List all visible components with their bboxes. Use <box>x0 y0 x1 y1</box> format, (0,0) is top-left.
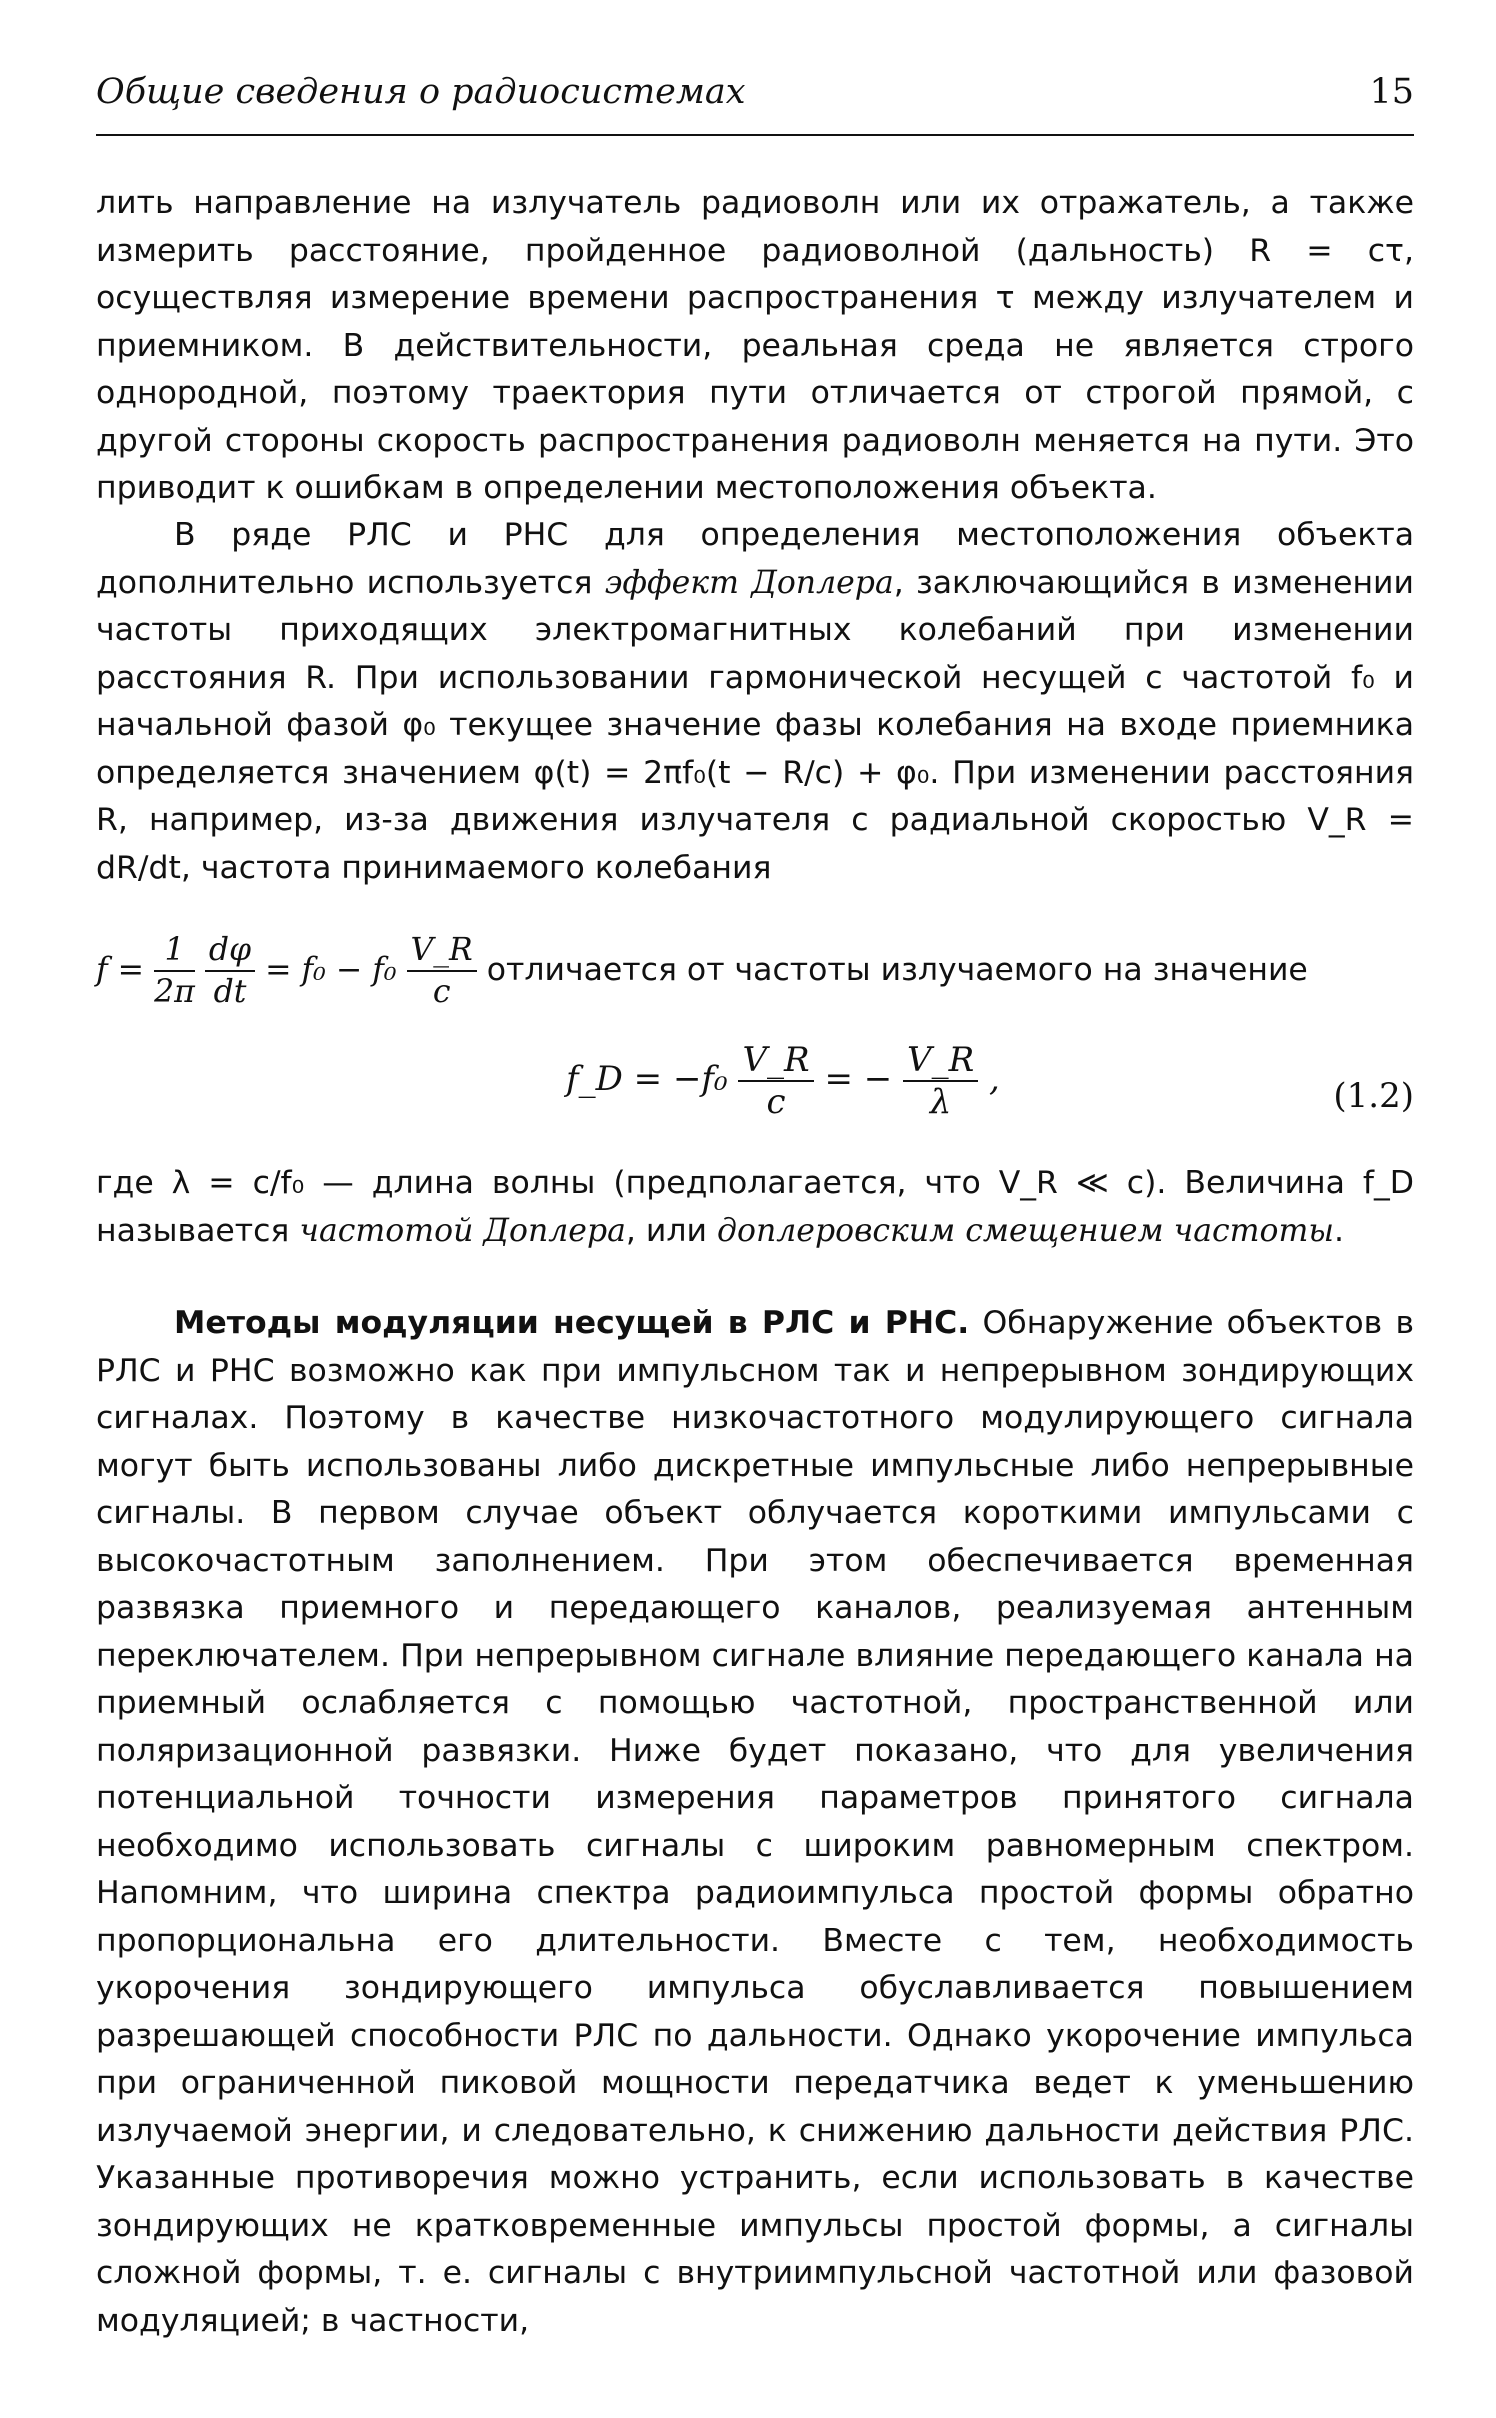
equation-1-2 <box>96 1040 1414 1150</box>
fraction-numerator: 1 <box>154 930 195 972</box>
equation-comma: , <box>989 1059 1000 1099</box>
page-number: 15 <box>1369 72 1414 112</box>
paragraph-1-text: лить направление на излучатель радиоволн или их отражатель, а также измерить расстояние, пройденное радиоволной (дальность) R = cτ, осуществляя измерение времени распространения τ между излучателем и приемником. В действительности, реальная среда не является строго однородной, поэтому траектория пути отличается от строгой прямой, с другой стороны скорость распространения радиоволн меняется на пути. Это приводит к ошибкам в определении местоположения объекта. <box>96 185 1414 506</box>
equation-middle: = − <box>824 1059 893 1099</box>
paragraph-2 <box>96 512 1414 892</box>
paragraph-1 <box>96 180 1414 513</box>
paragraph-2-part2: , заключающийся в изменении частоты приходящих электромагнитных колебаний при изменении расстояния R. При использовании гармонической несущей с частотой f₀ и начальной фазой φ₀ текущее значение фазы колебания на входе приемника определяется значением φ(t) = 2πf₀(t − R/c) + φ₀. При изменении расстояния R, например, из-за движения излучателя с радиальной скоростью V_R = dR/dt, частота принимаемого колебания <box>96 564 1415 886</box>
paragraph-3 <box>96 1160 1414 1255</box>
fraction-denominator: 2π <box>154 974 195 1010</box>
fraction-vr-over-c <box>407 930 477 1012</box>
fraction-dphi-dt <box>205 930 255 1012</box>
fraction-denominator: λ <box>929 1082 952 1122</box>
paragraph-4 <box>96 1300 1414 2345</box>
equation-lhs: f_D = −f₀ <box>566 1059 728 1099</box>
equation-body <box>566 1040 1000 1122</box>
fraction-vr-over-c <box>738 1040 813 1122</box>
paragraph-2-part1: В ряде РЛС и РНС для определения местоположения объекта дополнительно используется <box>96 517 1414 601</box>
fraction-denominator: dt <box>213 974 247 1010</box>
fraction-denominator: c <box>432 974 451 1010</box>
doppler-effect-term: эффект Доплера <box>604 564 894 601</box>
equation-number: (1.2) <box>1333 1076 1414 1116</box>
fraction-numerator: V_R <box>738 1040 813 1082</box>
formula-middle: = f₀ − f₀ <box>265 952 397 988</box>
paragraph-4-body: Обнаружение объектов в РЛС и РНС возможно как при импульсном так и непрерывном зондирующих сигналах. Поэтому в качестве низкочастотного модулирующего сигнала могут быть использованы либо дискретные импульсные либо непрерывные сигналы. В первом случае объект облучается короткими импульсами с высокочастотным заполнением. При этом обеспечивается временная развязка приемного и передающего каналов, реализуемая антенным переключателем. При непрерывном сигнале влияние передающего канала на приемный ослабляется с помощью частотной, пространственной или поляризационной развязки. Ниже будет показано, что для увеличения потенциальной точности измерения параметров принятого сигнала необходимо использовать сигналы с широким равномерным спектром. Напомним, что ширина спектра радиоимпульса простой формы обратно пропорциональна его длительности. Вместе с тем, необходимость укорочения зондирующего импульса обуславливается повышением разрешающей способности РЛС по дальности. Однако укорочение импульса при ограниченной пиковой мощности передатчика ведет к уменьшению излучаемой энергии, и следовательно, к снижению дальности действия РЛС. Указанные противоречия можно устранить, если использовать в качестве зондирующих не кратковременные импульсы простой формы, а сигналы сложной формы, т. е. сигналы с внутриимпульсной частотной или фазовой модуляцией; в частности, <box>96 1305 1415 2339</box>
doppler-frequency-term: частотой Доплера <box>299 1212 626 1249</box>
paragraph-4-text <box>96 1300 1414 2345</box>
inline-frequency-formula <box>96 930 1414 1040</box>
section-heading: Методы модуляции несущей в РЛС и РНС. <box>174 1305 970 1341</box>
fraction-numerator: dφ <box>205 930 255 972</box>
page-header <box>96 72 1414 136</box>
fraction-1-over-2pi <box>154 930 195 1012</box>
paragraph-2-text <box>96 512 1414 892</box>
paragraph-3-part3: . <box>1334 1212 1345 1249</box>
paragraph-3-part1: где λ = c/f₀ — длина волны (предполагается, что V_R ≪ c). Величина f_D называется <box>96 1165 1414 1249</box>
fraction-numerator: V_R <box>903 1040 978 1082</box>
paragraph-3-text <box>96 1160 1414 1255</box>
doppler-shift-term: доплеровским смещением частоты <box>717 1212 1335 1249</box>
fraction-numerator: V_R <box>407 930 477 972</box>
formula-lhs: f = <box>96 952 145 988</box>
fraction-denominator: c <box>766 1082 786 1122</box>
formula-tail-text: отличается от частоты излучаемого на значение <box>486 952 1308 988</box>
running-title: Общие сведения о радиосистемах <box>96 72 746 112</box>
fraction-vr-over-lambda <box>903 1040 978 1122</box>
paragraph-3-part2: , или <box>625 1212 718 1249</box>
